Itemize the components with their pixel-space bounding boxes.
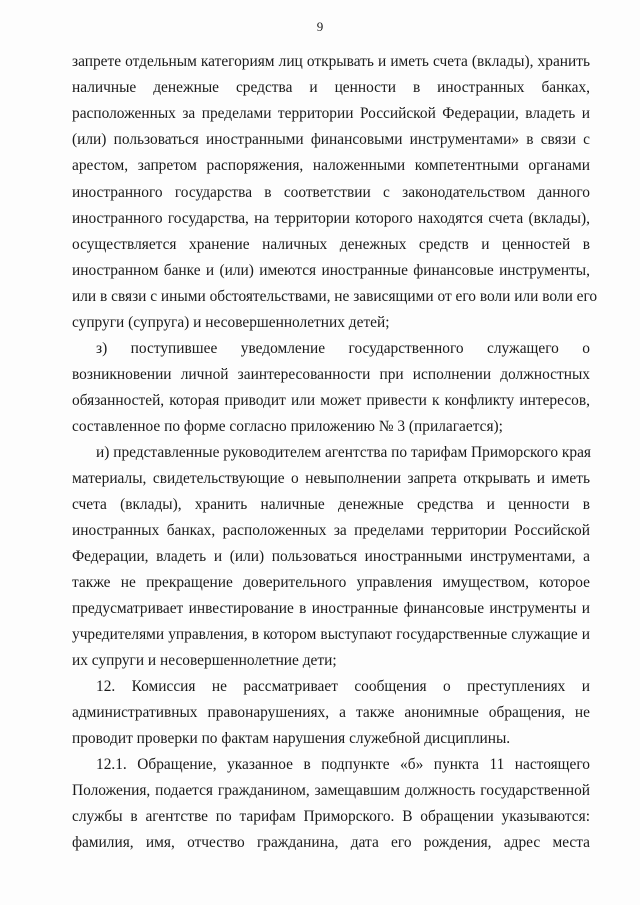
text-line: наличные денежные средства и ценности в иностранных банках, <box>72 79 590 96</box>
text-line: з) поступившее уведомление государственного служащего о <box>96 340 590 357</box>
text-line: иностранного государства в соответствии с законодательством данного <box>72 184 590 201</box>
text-line: супруги (супруга) и несовершеннолетних детей; <box>72 314 390 331</box>
text-line: иностранных банках, расположенных за пределами территории Российской <box>72 522 590 539</box>
text-line: осуществляется хранение наличных денежных средств и ценностей в <box>72 236 590 253</box>
text-line: также не прекращение доверительного управления имуществом, которое <box>72 574 590 591</box>
text-line: 12.1. Обращение, указанное в подпункте «б» пункта 11 настоящего <box>96 756 590 773</box>
text-line: службы в агентстве по тарифам Приморского. В обращении указываются: <box>72 808 590 825</box>
text-line: фамилия, имя, отчество гражданина, дата его рождения, адрес места <box>72 834 590 851</box>
text-line: запрете отдельным категориям лиц открывать и иметь счета (вклады), хранить <box>72 53 590 70</box>
text-line: Федерации, владеть и (или) пользоваться иностранными инструментами, а <box>72 548 590 565</box>
text-line: их супруги и несовершеннолетние дети; <box>72 652 337 669</box>
text-line: составленное по форме согласно приложению № 3 (прилагается); <box>72 418 503 435</box>
text-line: или в связи с иными обстоятельствами, не зависящими от его воли или воли его <box>72 288 598 305</box>
text-line: иностранном банке и (или) имеются иностранные финансовые инструменты, <box>72 262 590 279</box>
text-line: учредителями управления, в котором выступают государственные служащие и <box>72 626 590 643</box>
text-line: административных правонарушениях, а также анонимные обращения, не <box>72 704 590 721</box>
text-line: обязанностей, которая приводит или может привести к конфликту интересов, <box>72 392 590 409</box>
text-line: предусматривает инвестирование в иностранные финансовые инструменты и <box>72 600 590 617</box>
text-line: проводит проверки по фактам нарушения служебной дисциплины. <box>72 730 511 747</box>
text-line: возникновении личной заинтересованности при исполнении должностных <box>72 366 590 383</box>
page-number: 9 <box>316 19 324 34</box>
text-line: и) представленные руководителем агентства по тарифам Приморского края <box>96 444 591 461</box>
text-line: (или) пользоваться иностранными финансовыми инструментами» в связи с <box>72 131 590 148</box>
text-line: арестом, запретом распоряжения, наложенными компетентными органами <box>72 157 590 174</box>
text-line: иностранного государства, на территории которого находятся счета (вклады), <box>72 210 590 227</box>
text-line: Положения, подается гражданином, замещавшим должность государственной <box>72 782 590 799</box>
text-line: расположенных за пределами территории Российской Федерации, владеть и <box>72 105 590 122</box>
text-line: материалы, свидетельствующие о невыполнении запрета открывать и иметь <box>72 470 590 487</box>
text-line: счета (вклады), хранить наличные денежные средства и ценности в <box>72 496 590 513</box>
text-line: 12. Комиссия не рассматривает сообщения о преступлениях и <box>96 678 590 695</box>
